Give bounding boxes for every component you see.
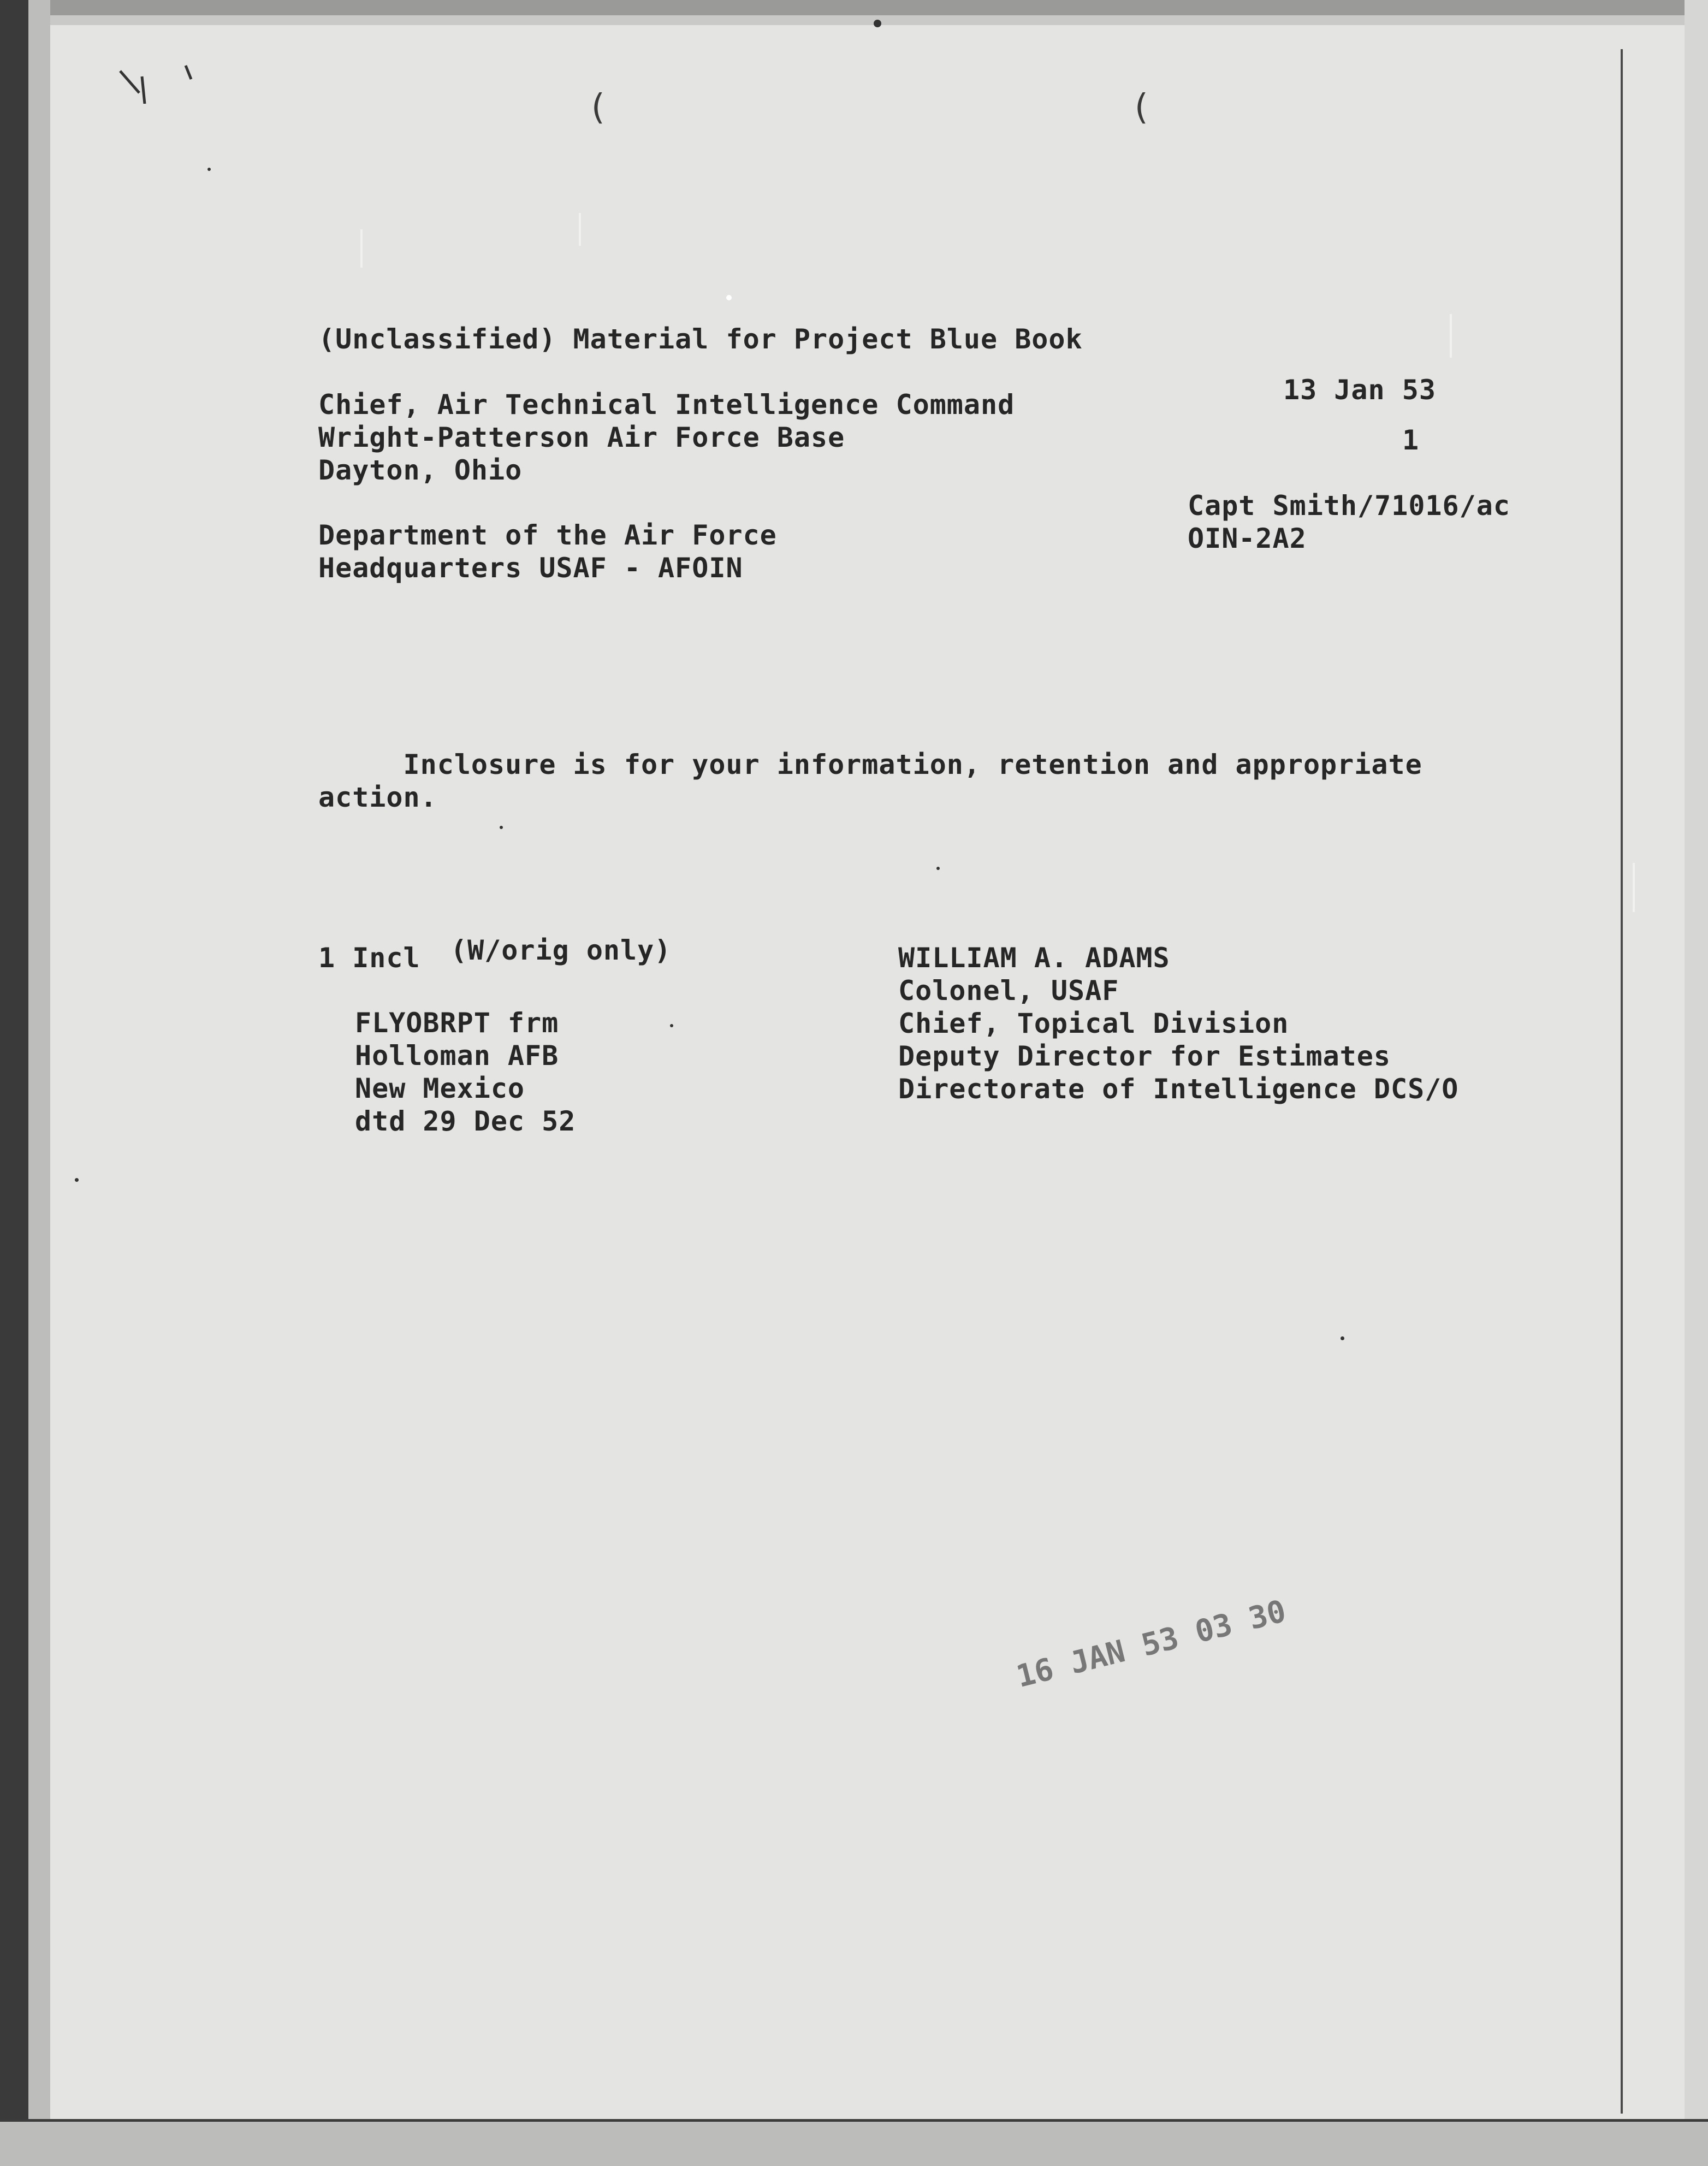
from-line: Wright-Patterson Air Force Base <box>318 422 845 453</box>
received-stamp: 16 JAN 53 03 30 <box>1013 1593 1290 1695</box>
punch-mark-left: ( <box>587 87 608 128</box>
scan-border-top-inner <box>0 15 1708 25</box>
body-text-line: Inclosure is for your information, retention and appropriate <box>318 749 1422 780</box>
film-scratch <box>1633 863 1635 912</box>
scan-border-left <box>0 0 28 2166</box>
inclosure-line: FLYOBRPT frm <box>355 1007 559 1039</box>
film-speck <box>726 295 732 300</box>
scan-border-bottom <box>0 2122 1708 2166</box>
from-line: Dayton, Ohio <box>318 454 523 486</box>
punch-mark-right: ( <box>1130 87 1152 128</box>
film-speck <box>75 1178 79 1182</box>
signature-line: Chief, Topical Division <box>898 1008 1289 1039</box>
film-scratch <box>579 213 581 246</box>
reference-line: Capt Smith/71016/ac <box>1188 490 1510 522</box>
signature-line: Colonel, USAF <box>898 975 1119 1007</box>
reference-line: OIN-2A2 <box>1188 523 1307 554</box>
to-line: Headquarters USAF - AFOIN <box>318 552 743 584</box>
film-speck <box>500 826 503 829</box>
signature-line: Deputy Director for Estimates <box>898 1040 1391 1072</box>
film-scratch <box>360 229 363 268</box>
film-scratch <box>1450 314 1452 358</box>
inclosure-line: Holloman AFB <box>355 1040 559 1072</box>
inclosure-line: dtd 29 Dec 52 <box>355 1105 576 1137</box>
signature-line: Directorate of Intelligence DCS/O <box>898 1073 1459 1105</box>
film-speck <box>1341 1336 1344 1340</box>
body-text-line: action. <box>318 782 437 813</box>
film-speck <box>936 867 940 870</box>
memo-date: 13 Jan 53 <box>1283 374 1436 406</box>
inclosure-line: New Mexico <box>355 1073 525 1104</box>
subject-line: (Unclassified) Material for Project Blue Book <box>318 323 1083 355</box>
scan-border-left-inner <box>28 0 50 2166</box>
signature-line: WILLIAM A. ADAMS <box>898 942 1170 974</box>
inclosure-label: 1 Incl <box>318 942 420 974</box>
film-speck <box>207 168 211 171</box>
scan-border-top <box>0 0 1708 15</box>
memo-number: 1 <box>1402 424 1420 456</box>
film-speck <box>874 20 881 27</box>
page-edge-line <box>1621 49 1623 2114</box>
scan-border-right <box>1685 0 1708 2166</box>
inclosure-note: (W/orig only) <box>450 934 672 966</box>
to-line: Department of the Air Force <box>318 519 777 551</box>
film-speck <box>670 1024 673 1027</box>
from-line: Chief, Air Technical Intelligence Command <box>318 389 1015 421</box>
handwritten-scribble <box>82 33 224 104</box>
